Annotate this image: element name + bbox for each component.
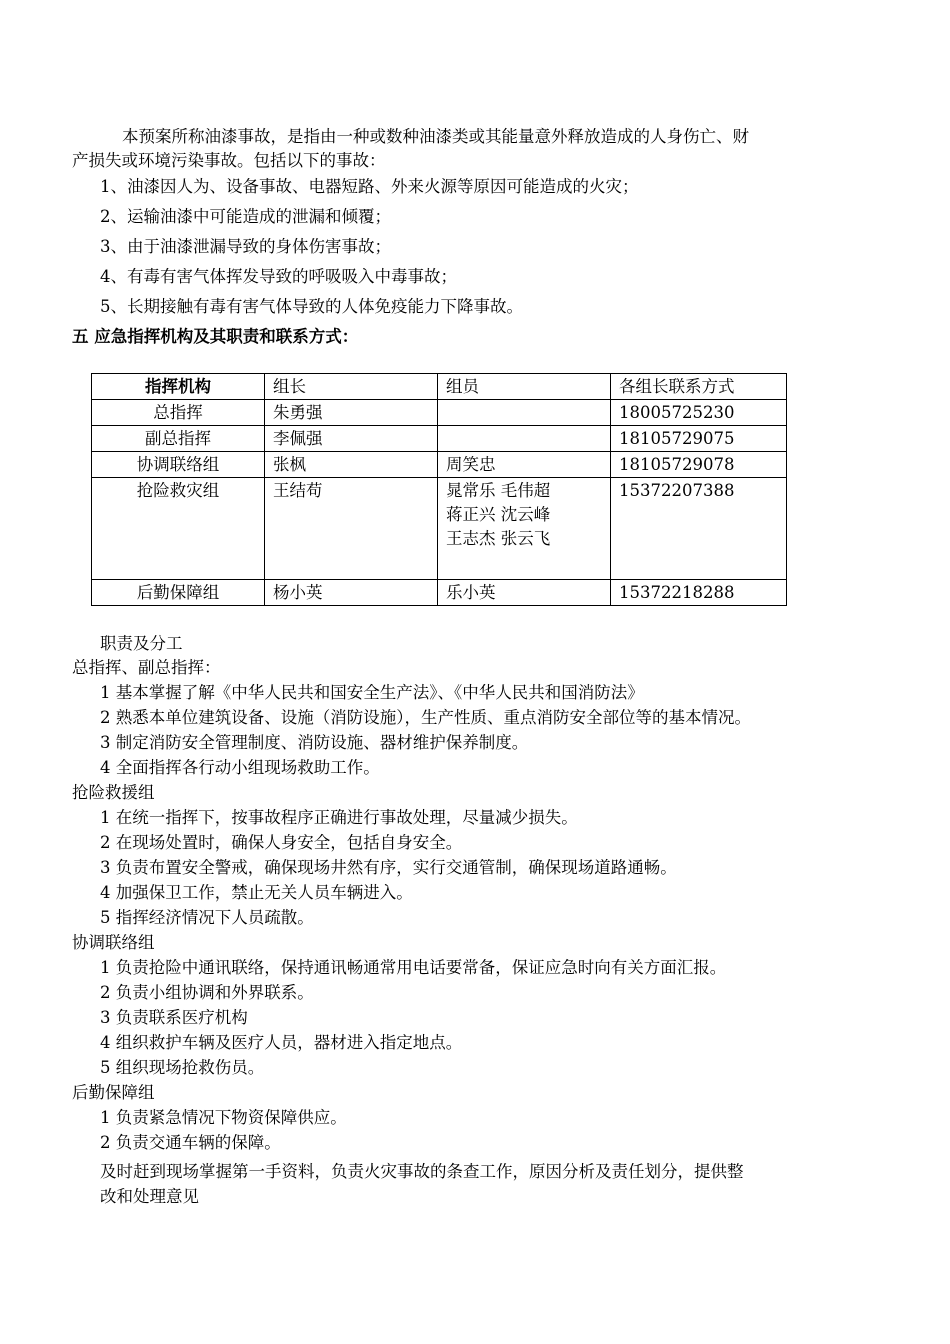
duties-title: 职责及分工 bbox=[100, 634, 183, 653]
header-org: 指挥机构 bbox=[92, 374, 265, 400]
rescue-item-4: 4 加强保卫工作，禁止无关人员车辆进入。 bbox=[100, 883, 413, 902]
intro-paragraph-line2: 产损失或环境污染事故。包括以下的事故： bbox=[72, 151, 386, 170]
header-leader: 组长 bbox=[265, 374, 438, 400]
table-row bbox=[92, 400, 787, 426]
intro-item-3: 3、由于油漆泄漏导致的身体伤害事故； bbox=[100, 237, 391, 256]
rescue-heading: 抢险救援组 bbox=[72, 783, 155, 802]
rescue-item-2: 2 在现场处置时，确保人身安全，包括自身安全。 bbox=[100, 833, 463, 852]
rescue-item-1: 1 在统一指挥下，按事故程序正确进行事故处理，尽量减少损失。 bbox=[100, 808, 578, 827]
intro-paragraph-line1: 本预案所称油漆事故，是指由一种或数种油漆类或其能量意外释放造成的人身伤亡、财 bbox=[122, 127, 749, 146]
cell-leader: 王结苟 bbox=[265, 478, 438, 580]
member-line: 蒋正兴 沈云峰 bbox=[446, 505, 551, 524]
logistics-item-2: 2 负责交通车辆的保障。 bbox=[100, 1133, 281, 1152]
commander-item-3: 3 制定消防安全管理制度、消防设施、器材维护保养制度。 bbox=[100, 733, 529, 752]
table-row bbox=[92, 478, 787, 580]
closing-paragraph-line1: 及时赶到现场掌握第一手资料，负责火灾事故的条查工作，原因分析及责任划分，提供整 bbox=[100, 1162, 744, 1181]
intro-item-1: 1、油漆因人为、设备事故、电器短路、外来火源等原因可能造成的火灾； bbox=[100, 177, 639, 196]
cell-phone: 18005725230 bbox=[611, 400, 787, 426]
table-row bbox=[92, 452, 787, 478]
liaison-item-1: 1 负责抢险中通讯联络，保持通讯畅通常用电话要常备，保证应急时向有关方面汇报。 bbox=[100, 958, 727, 977]
cell-phone: 15372207388 bbox=[611, 478, 787, 580]
cell-members bbox=[438, 426, 611, 452]
liaison-heading: 协调联络组 bbox=[72, 933, 155, 952]
intro-item-4: 4、有毒有害气体挥发导致的呼吸吸入中毒事故； bbox=[100, 267, 457, 286]
commander-heading: 总指挥、副总指挥： bbox=[72, 658, 221, 677]
cell-org: 抢险救灾组 bbox=[92, 478, 265, 580]
commander-item-2: 2 熟悉本单位建筑设备、设施（消防设施），生产性质、重点消防安全部位等的基本情况。 bbox=[100, 708, 751, 727]
cell-phone: 18105729078 bbox=[611, 452, 787, 478]
cell-phone: 15372218288 bbox=[611, 580, 787, 606]
cell-members bbox=[438, 478, 611, 580]
member-line: 王志杰 张云飞 bbox=[446, 529, 551, 548]
cell-members: 乐小英 bbox=[438, 580, 611, 606]
intro-item-2: 2、运输油漆中可能造成的泄漏和倾覆； bbox=[100, 207, 391, 226]
cell-org: 总指挥 bbox=[92, 400, 265, 426]
cell-leader: 杨小英 bbox=[265, 580, 438, 606]
table-header-row bbox=[92, 374, 787, 400]
liaison-item-4: 4 组织救护车辆及医疗人员，器材进入指定地点。 bbox=[100, 1033, 463, 1052]
section-5-heading: 五 应急指挥机构及其职责和联系方式： bbox=[72, 327, 359, 346]
table-row bbox=[92, 426, 787, 452]
cell-org: 副总指挥 bbox=[92, 426, 265, 452]
logistics-item-1: 1 负责紧急情况下物资保障供应。 bbox=[100, 1108, 347, 1127]
header-phone: 各组长联系方式 bbox=[611, 374, 787, 400]
commander-item-1: 1 基本掌握了解《中华人民共和国安全生产法》、《中华人民共和国消防法》 bbox=[100, 683, 644, 702]
commander-item-4: 4 全面指挥各行动小组现场救助工作。 bbox=[100, 758, 380, 777]
closing-paragraph-line2: 改和处理意见 bbox=[100, 1187, 199, 1206]
member-line: 晁常乐 毛伟超 bbox=[446, 481, 551, 500]
cell-org: 协调联络组 bbox=[92, 452, 265, 478]
intro-item-5: 5、长期接触有毒有害气体导致的人体免疫能力下降事故。 bbox=[100, 297, 523, 316]
cell-leader: 李佩强 bbox=[265, 426, 438, 452]
cell-members bbox=[438, 400, 611, 426]
cell-phone: 18105729075 bbox=[611, 426, 787, 452]
rescue-item-5: 5 指挥经济情况下人员疏散。 bbox=[100, 908, 314, 927]
rescue-item-3: 3 负责布置安全警戒，确保现场井然有序，实行交通管制，确保现场道路通畅。 bbox=[100, 858, 677, 877]
cell-leader: 张枫 bbox=[265, 452, 438, 478]
cell-org: 后勤保障组 bbox=[92, 580, 265, 606]
cell-leader: 朱勇强 bbox=[265, 400, 438, 426]
liaison-item-5: 5 组织现场抢救伤员。 bbox=[100, 1058, 265, 1077]
liaison-item-3: 3 负责联系医疗机构 bbox=[100, 1008, 248, 1027]
table-row bbox=[92, 580, 787, 606]
header-members: 组员 bbox=[438, 374, 611, 400]
command-structure-table bbox=[91, 373, 787, 606]
cell-members: 周笑忠 bbox=[438, 452, 611, 478]
logistics-heading: 后勤保障组 bbox=[72, 1083, 155, 1102]
liaison-item-2: 2 负责小组协调和外界联系。 bbox=[100, 983, 314, 1002]
